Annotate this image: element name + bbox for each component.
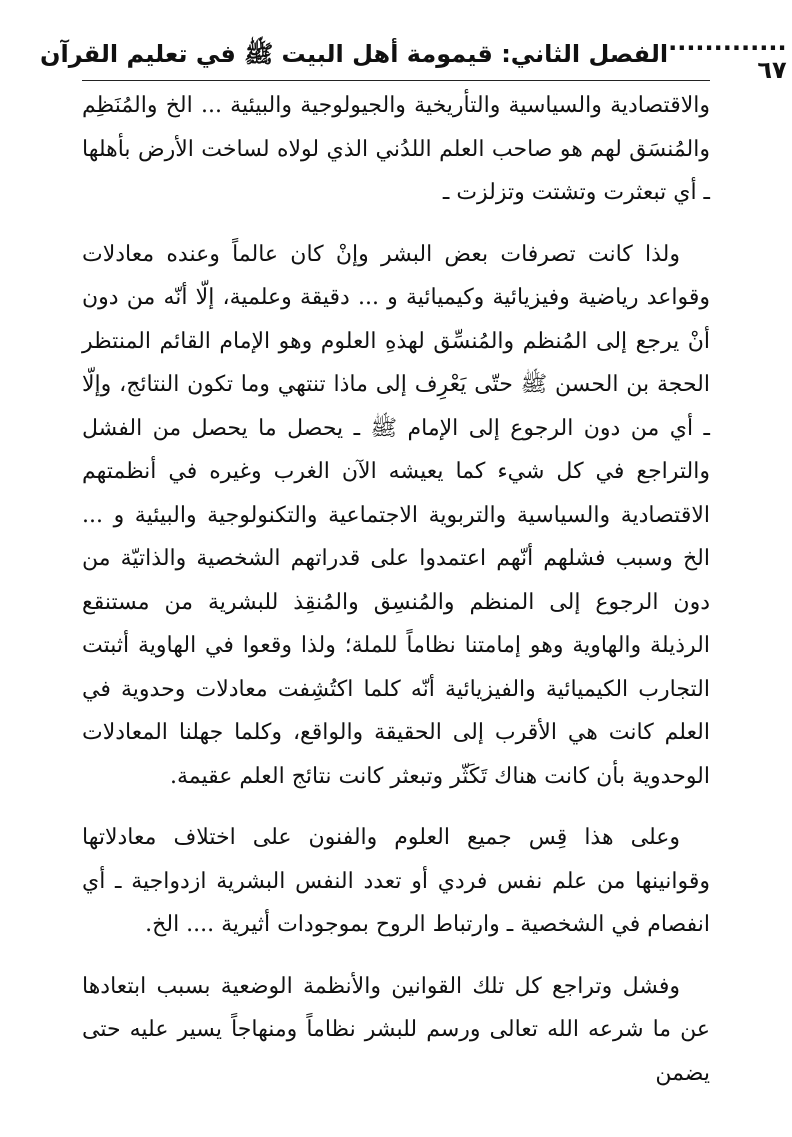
body-text — [82, 84, 710, 1113]
page-number: ............. ٦٧ — [668, 28, 787, 84]
running-header — [40, 28, 787, 84]
paragraph: وفشل وتراجع كل تلك القوانين والأنظمة الوضعية بسبب ابتعادها عن ما شرعه الله تعالى ورسم للبشر نظاماً ومنهاجاً يسير عليه حتى يضمن — [82, 973, 710, 1086]
paragraph: ولذا كانت تصرفات بعض البشر وإنْ كان عالماً وعنده معادلات وقواعد رياضية وفيزيائية وكيميائية و ... دقيقة وعلمية، إلّا أنّه من دون أنْ يرجع إلى المُنظم والمُنسِّق لهذهِ العلوم وهو الإمام القائم المنتظر الحجة بن الحسن ﷺ حتّى يَعْرِف إلى ماذا تنتهي وما تكون النتائج، وإلّا ـ أي من دون الرجوع إلى الإمام ﷺ ـ يحصل ما يحصل من الفشل والتراجع في كل شيء كما يعيشه الآن الغرب وغيره في أنظمتهم الاقتصادية والسياسية والتربوية الاجتماعية والتكنولوجية والبيئية و ... الخ وسبب فشلهم أنّهم اعتمدوا على قدراتهم الشخصية والذاتيّة من دون الرجوع إلى المنظم والمُنسِق والمُنقِذ للبشرية من مستنقع الرذيلة والهاوية وهو إمامتنا نظاماً للملة؛ ولذا وقعوا في الهاوية أثبتت التجارب الكيميائية والفيزيائية أنّه كلما اكتُشِفت معادلات وحدوية في العلم كانت هي الأقرب إلى الحقيقة والواقع، وكلما جهلنا المعادلات الوحدوية بأن كانت هناك تَكَثّر وتبعثر كانت نتائج العلم عقيمة. — [82, 241, 710, 789]
paragraph-continuation: والاقتصادية والسياسية والتأريخية والجيولوجية والبيئية ... الخ والمُنَظِم والمُنسَق لهم هو صاحب العلم اللدُني الذي لولاه لساخت الأرض بأهلها ـ أي تبعثرت وتشتت وتزلزت ـ — [82, 93, 710, 205]
chapter-title: الفصل الثاني: قيمومة أهل البيت ﷺ في تعليم القرآن — [40, 39, 669, 68]
paragraph: وعلى هذا قِس جميع العلوم والفنون على اختلاف معادلاتها وقوانينها من علم نفس فردي أو تعدد النفس البشرية ازدواجية ـ أي انفصام في الشخصية ـ وارتباط الروح بموجودات أثيرية .... الخ. — [82, 825, 710, 937]
header-divider — [82, 80, 710, 81]
